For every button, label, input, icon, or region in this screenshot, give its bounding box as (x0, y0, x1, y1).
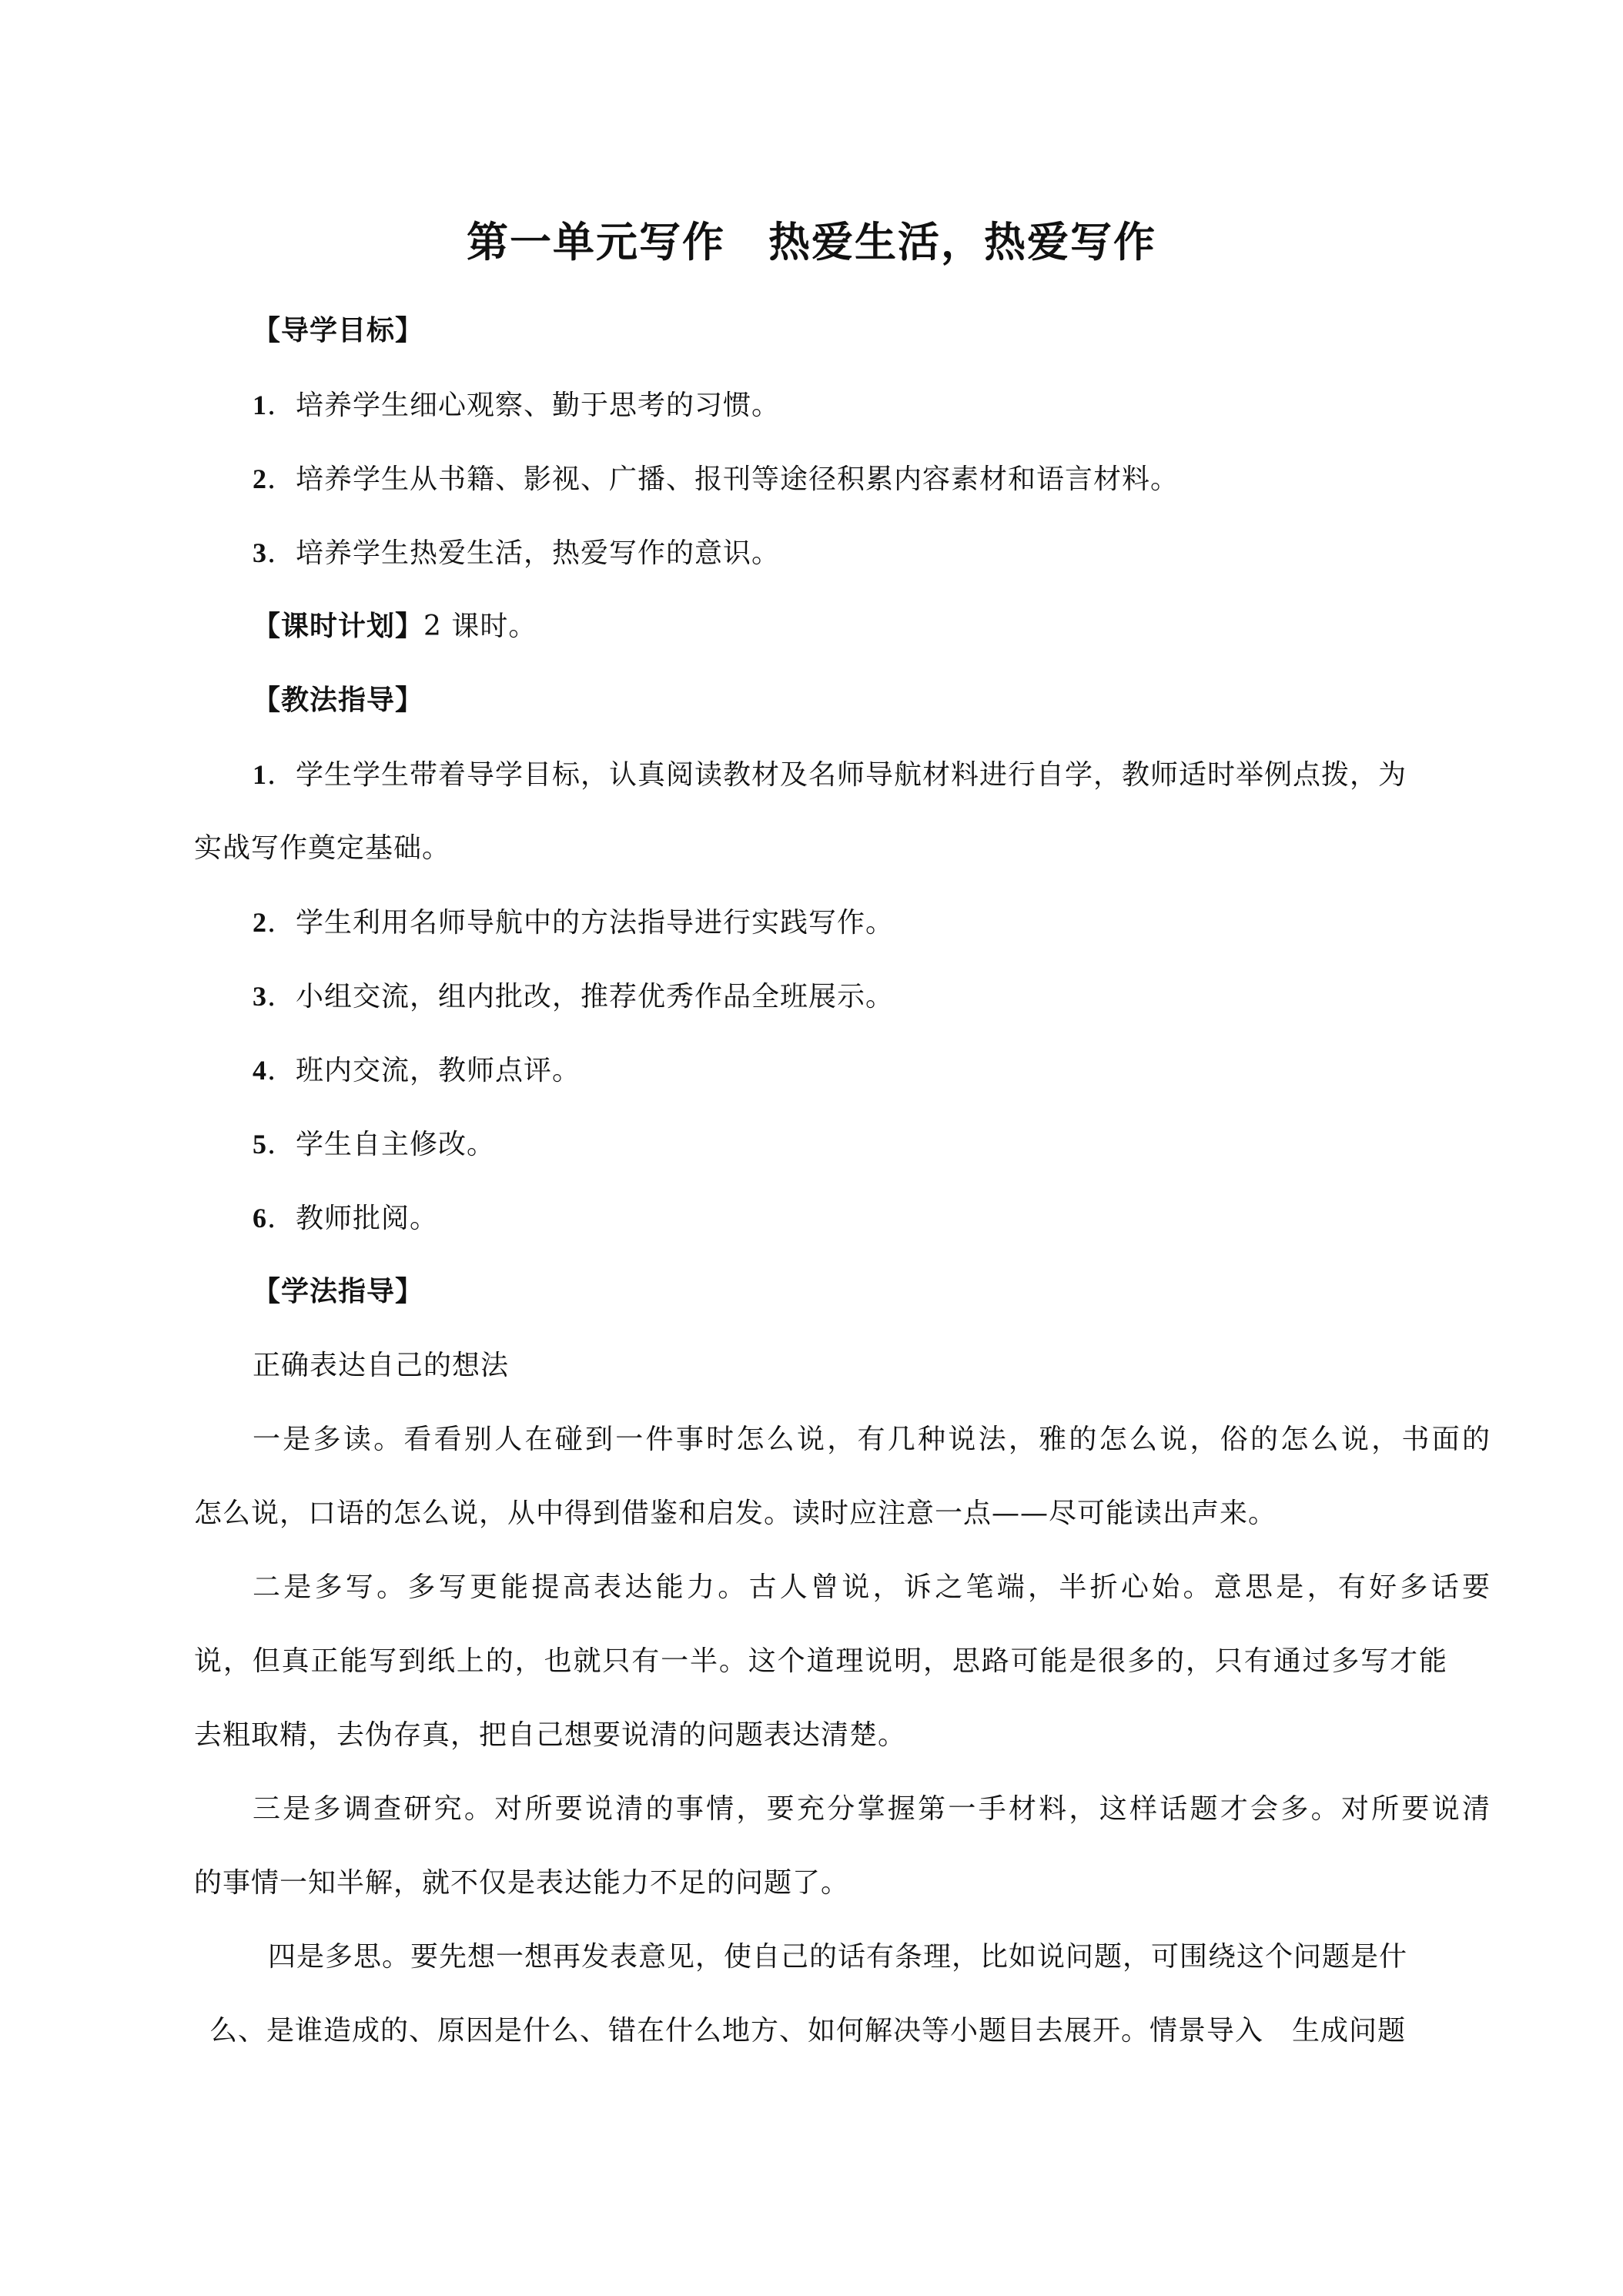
teaching-text: ．学生自主修改。 (267, 1129, 496, 1160)
teaching-text: ．班内交流，教师点评。 (267, 1055, 581, 1086)
objective-number: 2 (253, 464, 267, 494)
teaching-item (253, 751, 1407, 798)
objective-number: 1 (253, 390, 267, 420)
teaching-number: 3 (253, 981, 267, 1012)
objective-item (253, 382, 780, 429)
schedule-line (253, 604, 537, 650)
teaching-text: ．小组交流，组内批改，推荐优秀作品全班展示。 (267, 981, 895, 1012)
teaching-number: 2 (253, 907, 267, 938)
paragraph-line: 去粗取精，去伪存真，把自己想要说清的问题表达清楚。 (194, 1719, 907, 1751)
teaching-text: ．教师批阅。 (267, 1203, 439, 1234)
teaching-number: 5 (253, 1129, 267, 1160)
teaching-number: 1 (253, 759, 267, 790)
teaching-item (253, 1047, 581, 1094)
objective-text: ．培养学生热爱生活，热爱写作的意识。 (267, 537, 781, 569)
objective-number: 3 (253, 537, 267, 568)
page-title: 第一单元写作 热爱生活，热爱写作 (467, 218, 1156, 266)
teaching-item (253, 899, 894, 946)
paragraph-line: 说，但真正能写到纸上的，也就只有一半。这个道理说明，思路可能是很多的，只有通过多写才能 (194, 1645, 1447, 1677)
learning-heading: 【学法指导】 (253, 1276, 424, 1307)
paragraph-line: 怎么说，口语的怎么说，从中得到借鉴和启发。读时应注意一点——尽可能读出声来。 (194, 1498, 1277, 1529)
paragraph-line: 三是多调查研究。对所要说清的事情，要充分掌握第一手材料，这样话题才会多。对所要说清 (253, 1793, 1491, 1825)
schedule-value: 2 课时。 (423, 611, 537, 642)
teaching-text: ．学生学生带着导学目标，认真阅读教材及名师导航材料进行自学，教师适时举例点拨，为 (267, 759, 1407, 791)
objective-item (253, 530, 780, 577)
paragraph-line: 么、是谁造成的、原因是什么、错在什么地方、如何解决等小题目去展开。情景导入 生成问题 (209, 2015, 1407, 2047)
teaching-item (253, 1195, 438, 1242)
schedule-label: 【课时计划】 (253, 611, 424, 642)
teaching-number: 4 (253, 1055, 267, 1086)
paragraph-line: 二是多写。多写更能提高表达能力。古人曾说，诉之笔端，半折心始。意思是，有好多话要 (253, 1571, 1491, 1603)
objective-text: ．培养学生从书籍、影视、广播、报刊等途径积累内容素材和语言材料。 (267, 464, 1180, 495)
teaching-item (253, 973, 894, 1020)
teaching-heading: 【教法指导】 (253, 684, 424, 716)
objective-item (253, 456, 1179, 503)
learning-subheading: 正确表达自己的想法 (253, 1350, 510, 1381)
teaching-item (253, 1121, 495, 1168)
paragraph-line: 的事情一知半解，就不仅是表达能力不足的问题了。 (194, 1867, 850, 1899)
teaching-item-continuation: 实战写作奠定基础。 (194, 832, 451, 864)
paragraph-line: 一是多读。看看别人在碰到一件事时怎么说，有几种说法，雅的怎么说，俗的怎么说，书面的 (253, 1424, 1491, 1455)
objectives-heading: 【导学目标】 (253, 315, 424, 346)
objective-text: ．培养学生细心观察、勤于思考的习惯。 (267, 390, 781, 421)
teaching-number: 6 (253, 1203, 267, 1233)
teaching-text: ．学生利用名师导航中的方法指导进行实践写作。 (267, 907, 895, 939)
paragraph-line: 四是多思。要先想一想再发表意见，使自己的话有条理，比如说问题，可围绕这个问题是什 (268, 1941, 1408, 1973)
